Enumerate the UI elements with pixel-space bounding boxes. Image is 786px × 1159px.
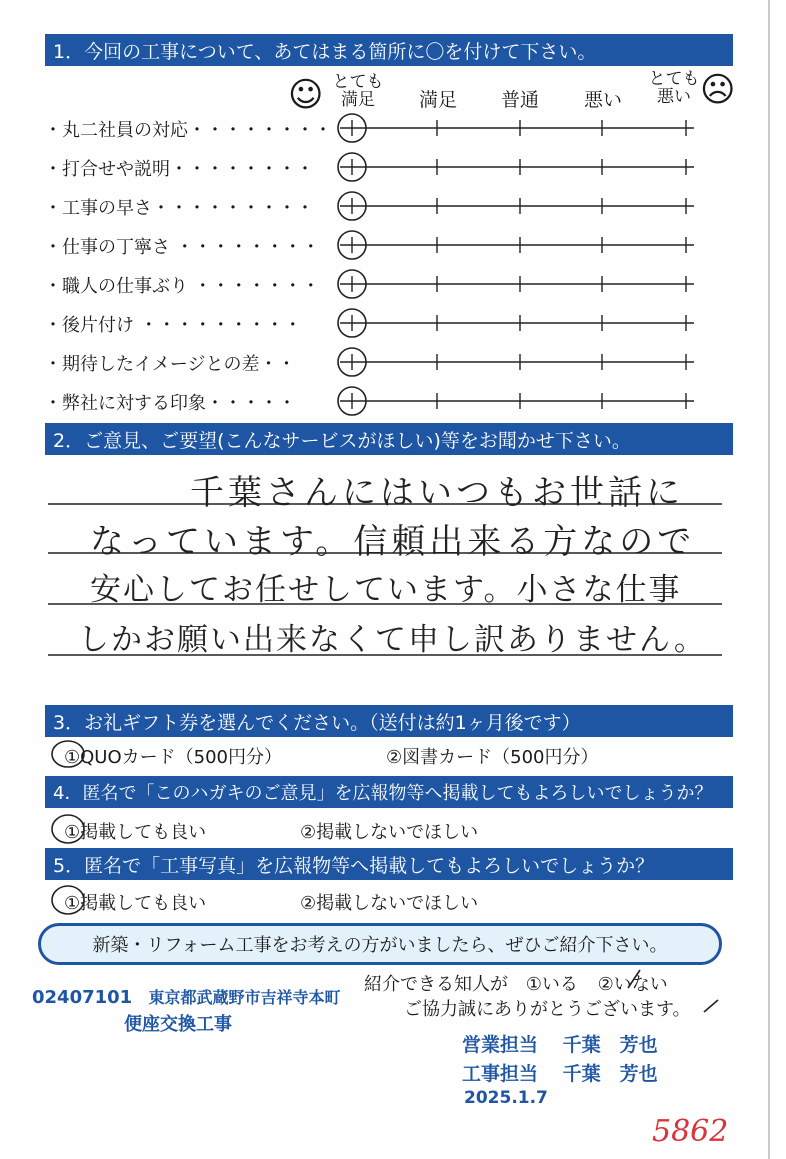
header-very-bad-top: とても <box>648 69 700 89</box>
header-satisfied: 満足 <box>418 89 457 111</box>
job-work: 便座交換工事 <box>124 1014 232 1035</box>
header-very-satisfied-bottom: 満足 <box>341 90 375 110</box>
thanks-text: ご協力誠にありがとうございます。 <box>404 999 691 1020</box>
q5-option-2[interactable]: ②掲載しないでほしい <box>300 893 479 914</box>
mark-referral-no <box>628 970 640 988</box>
rating-row-label: ・弊社に対する印象・・・・・ <box>44 393 296 414</box>
header-normal: 普通 <box>500 89 539 111</box>
rating-row-label: ・仕事の丁寧さ ・・・・・・・・ <box>44 237 320 258</box>
referral-option-yes[interactable]: ①いる <box>525 974 578 995</box>
job-address: 東京都武蔵野市吉祥寺本町 <box>148 988 341 1007</box>
comment-line-2: なっています。信頼出来る方なので <box>90 522 696 562</box>
rating-row-label: ・工事の早さ・・・・・・・・・ <box>44 198 314 219</box>
work-label: 工事担当 <box>462 1063 539 1085</box>
referral-banner-text: 新築・リフォーム工事をお考えの方がいましたら、ぜひご紹介下さい。 <box>92 935 668 956</box>
comment-line-4: しかお願い出来なくて申し訳ありません。 <box>78 622 707 658</box>
comment-line-1: 千葉さんにはいつもお世話に <box>190 473 684 513</box>
mark-thanks-swoosh <box>704 1000 718 1012</box>
work-name: 千葉 芳也 <box>562 1063 658 1085</box>
handwritten-stamp-number: 5862 <box>652 1114 729 1149</box>
header-very-satisfied-top: とても <box>332 72 384 92</box>
rating-row-label: ・後片付け ・・・・・・・・・ <box>44 315 302 336</box>
sad-face-icon: ☹ <box>700 70 736 110</box>
q4-option-1[interactable]: ①掲載しても良い <box>64 822 207 843</box>
q3-option-1[interactable]: ①QUOカード（500円分） <box>64 747 283 768</box>
q5-title: 5．匿名で「工事写真」を広報物等へ掲載してもよろしいでしょうか？ <box>53 854 655 877</box>
q4-option-2[interactable]: ②掲載しないでほしい <box>300 822 479 843</box>
rating-row-label: ・丸二社員の対応・・・・・・・・ <box>44 120 332 141</box>
rating-row-label: ・打合せや説明・・・・・・・・ <box>44 159 314 180</box>
job-date: 2025.1.7 <box>464 1088 548 1108</box>
referral-question-label: 紹介できる知人が <box>364 974 508 995</box>
q5-option-1[interactable]: ①掲載しても良い <box>64 893 207 914</box>
q3-title: 3．お礼ギフト券を選んでください。（送付は約1ヶ月後です） <box>53 711 581 734</box>
comment-line-3: 安心してお任せしています。小さな仕事 <box>90 572 682 608</box>
mark-q4-option-1 <box>52 815 84 843</box>
q2-title: 2．ご意見、ご要望(こんなサービスがほしい)等をお聞かせ下さい。 <box>53 429 631 452</box>
q3-option-2[interactable]: ②図書カード（500円分） <box>386 747 599 768</box>
rating-row-label: ・期待したイメージとの差・・ <box>44 354 296 375</box>
q1-title: 1．今回の工事について、あてはまる箇所に〇を付けて下さい。 <box>53 40 597 63</box>
rating-row-label: ・職人の仕事ぶり ・・・・・・・ <box>44 276 320 297</box>
q4-title: 4．匿名で「このハガキのご意見」を広報物等へ掲載してもよろしいでしょうか？ <box>53 783 713 804</box>
referral-option-no[interactable]: ②いない <box>597 974 668 995</box>
happy-face-icon: ☺ <box>288 75 324 115</box>
sales-name: 千葉 芳也 <box>562 1034 658 1056</box>
header-bad: 悪い <box>583 89 622 111</box>
header-very-bad-bottom: 悪い <box>657 87 691 107</box>
job-id: 02407101 <box>32 987 133 1008</box>
mark-q5-option-1 <box>52 886 84 914</box>
sales-label: 営業担当 <box>462 1034 539 1056</box>
mark-q3-option-1 <box>52 741 84 767</box>
